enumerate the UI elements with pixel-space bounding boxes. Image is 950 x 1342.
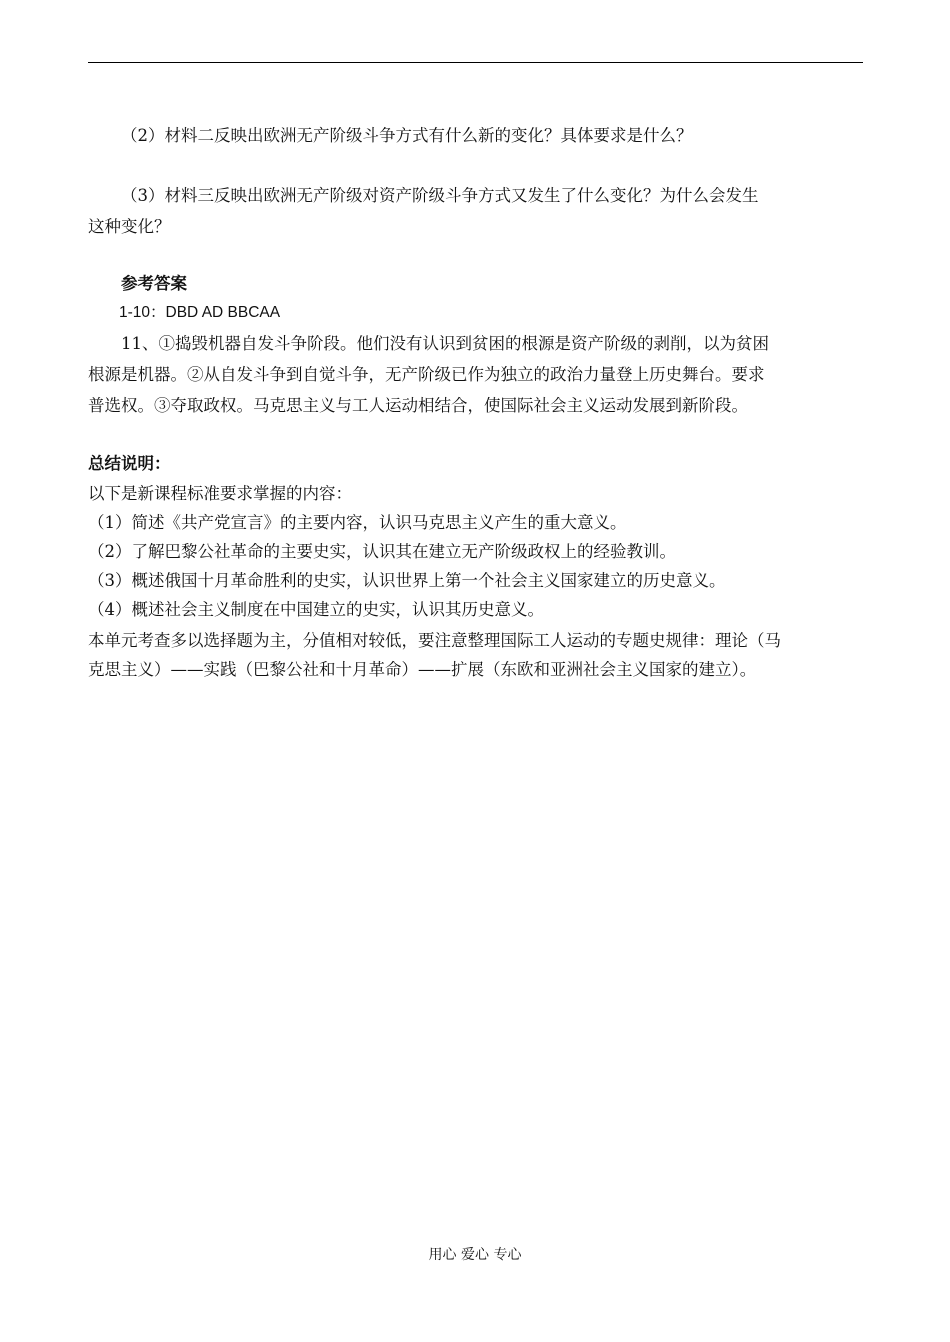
page-footer [0,1245,950,1265]
answers-multiple-choice [88,299,863,327]
summary-item: （2）了解巴黎公社革命的主要史实，认识其在建立无产阶级政权上的经验教训。 [88,542,676,561]
footer-text: 用心 爱心 专心 [428,1247,522,1263]
summary-item: （4）概述社会主义制度在中国建立的史实，认识其历史意义。 [88,600,544,619]
answer-11 [88,328,863,421]
header-rule [88,62,863,63]
answer-11-line-2: 根源是机器。②从自发斗争到自觉斗争，无产阶级已作为独立的政治力量登上历史舞台。要求 [88,365,765,384]
summary-heading-text: 总结说明： [88,454,171,473]
question-2 [88,120,863,151]
answer-11-line-3: 普选权。③夺取政权。马克思主义与工人运动相结合，使国际社会主义运动发展到新阶段。 [88,396,748,415]
question-2-text: （2）材料二反映出欧洲无产阶级斗争方式有什么新的变化？具体要求是什么？ [121,126,693,145]
question-3 [88,180,863,242]
summary-item: （3）概述俄国十月革命胜利的史实，认识世界上第一个社会主义国家建立的历史意义。 [88,571,726,590]
question-3-line-1: （3）材料三反映出欧洲无产阶级对资产阶级斗争方式又发生了什么变化？为什么会发生 [121,186,759,205]
answers-heading-text: 参考答案 [121,275,187,293]
question-3-line-2: 这种变化？ [88,217,171,236]
summary-item: （1）简述《共产党宣言》的主要内容，认识马克思主义产生的重大意义。 [88,513,627,532]
summary-list [88,479,863,684]
answers-heading [88,270,863,298]
summary-intro: 以下是新课程标准要求掌握的内容： [88,484,352,503]
summary-heading [88,450,863,478]
summary-closing-line-2: 克思主义）——实践（巴黎公社和十月革命）——扩展（东欧和亚洲社会主义国家的建立）。 [88,660,757,679]
answers-mc-text: 1-10：DBD AD BBCAA [119,304,281,321]
answer-11-line-1: 11、①捣毁机器自发斗争阶段。他们没有认识到贫困的根源是资产阶级的剥削，以为贫困 [121,334,769,353]
summary-closing-line-1: 本单元考查多以选择题为主，分值相对较低，要注意整理国际工人运动的专题史规律：理论（马 [88,631,781,650]
